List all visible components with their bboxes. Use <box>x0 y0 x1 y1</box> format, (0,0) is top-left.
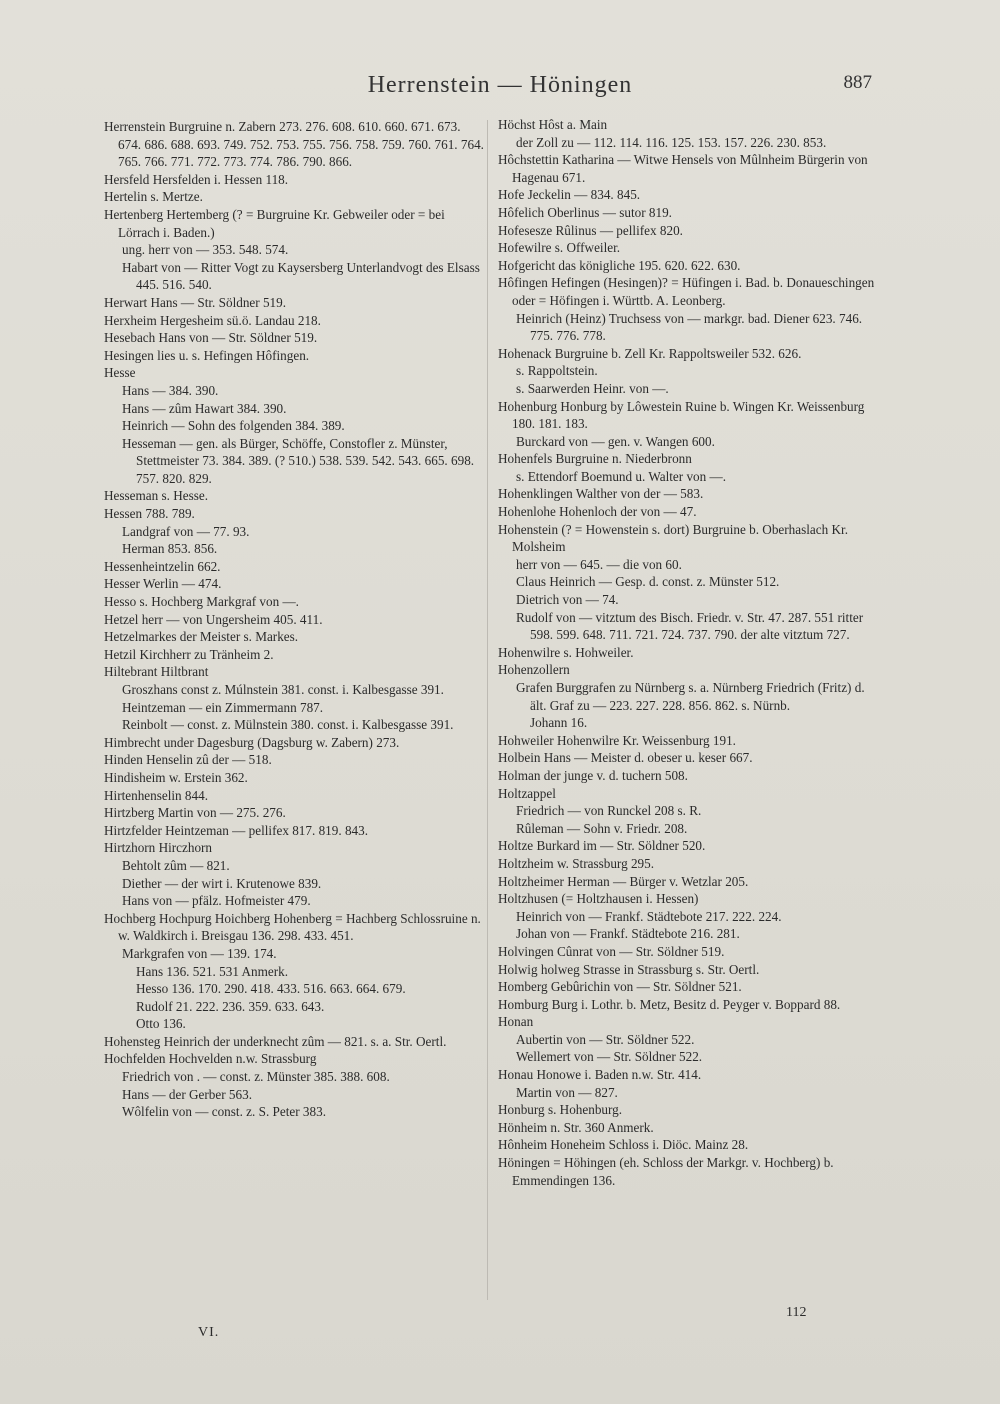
index-entry: Höningen = Höhingen (eh. Schloss der Markgr. v. Hochberg) b. Emmendingen 136. <box>498 1155 834 1188</box>
index-subentry: Friedrich von . — const. z. Münster 385. 388. 608. <box>122 1069 390 1085</box>
index-subentry: Hans 136. 521. 531 Anmerk. <box>136 963 289 979</box>
index-entry: Holtzhusen (= Holtzhausen i. Hessen) <box>498 891 699 907</box>
index-subentry: Hans — der Gerber 563. <box>122 1086 253 1102</box>
index-entry: Hofgericht das königliche 195. 620. 622. 630. <box>498 257 741 273</box>
index-entry: Honburg s. Hohenburg. <box>498 1102 623 1118</box>
index-subentry: Martin von — 827. <box>516 1084 618 1100</box>
index-subentry: Rudolf 21. 222. 236. 359. 633. 643. <box>136 998 325 1014</box>
index-subentry: Herman 853. 856. <box>122 541 218 557</box>
index-subentry: Johann 16. <box>530 715 588 731</box>
index-subentry: s. Ettendorf Boemund u. Walter von —. <box>516 468 727 484</box>
index-subentry: Landgraf von — 77. 93. <box>122 523 250 539</box>
index-subentry: Reinbolt — const. z. Mülnstein 380. const. i. Kalbesgasse 391. <box>122 717 454 733</box>
index-entry: Hôfelich Oberlinus — sutor 819. <box>498 204 672 220</box>
index-entry: Himbrecht under Dagesburg (Dagsburg w. Zabern) 273. <box>104 734 400 750</box>
index-entry: Hohensteg Heinrich der underknecht zûm — 821. s. a. Str. Oertl. <box>104 1033 447 1049</box>
index-entry: Hohenlohe Hohenloch der von — 47. <box>498 504 697 520</box>
index-entry: Hönheim n. Str. 360 Anmerk. <box>498 1119 654 1135</box>
index-entry: Hohenwilre s. Hohweiler. <box>498 644 634 660</box>
index-entry: Hertenberg Hertemberg (? = Burgruine Kr. Gebweiler oder = bei Lörrach i. Baden.) <box>104 206 445 240</box>
running-head-title: Herrenstein — Höningen <box>367 72 633 98</box>
index-subentry: Habart von — Ritter Vogt zu Kaysersberg Unterlandvogt des Elsass 445. 516. 540. <box>122 259 480 293</box>
index-entry: Holman der junge v. d. tuchern 508. <box>498 767 688 783</box>
index-entry: Hohweiler Hohenwilre Kr. Weissenburg 191. <box>498 732 736 748</box>
index-subentry: Hans — 384. 390. <box>122 382 219 398</box>
index-subentry: Hans — zûm Hawart 384. 390. <box>122 400 287 416</box>
index-subentry: Heinrich — Sohn des folgenden 384. 389. <box>122 418 345 434</box>
index-subentry: Heintzeman — ein Zimmermann 787. <box>122 699 324 715</box>
index-entry: Hohenstein (? = Howenstein s. dort) Burgruine b. Oberhaslach Kr. Molsheim <box>498 521 848 555</box>
index-entry: Holtzheim w. Strassburg 295. <box>498 855 655 871</box>
index-column-right <box>498 116 878 1189</box>
index-entry: Hofewilre s. Offweiler. <box>498 240 621 256</box>
index-entry: Hohenzollern <box>498 662 570 678</box>
index-subentry: herr von — 645. — die von 60. <box>516 556 682 572</box>
index-subentry: Wellemert von — Str. Söldner 522. <box>516 1049 703 1065</box>
index-entry: Hohenklingen Walther von der — 583. <box>498 486 704 502</box>
index-entry: Herxheim Hergesheim sü.ö. Landau 218. <box>104 312 321 328</box>
index-column-left <box>104 118 484 1121</box>
index-subentry: Johan von — Frankf. Städtebote 216. 281. <box>516 926 740 942</box>
index-entry: Holtzheimer Herman — Bürger v. Wetzlar 205. <box>498 873 749 889</box>
index-subentry: ung. herr von — 353. 548. 574. <box>122 242 289 258</box>
index-subentry: s. Saarwerden Heinr. von —. <box>516 380 669 396</box>
index-entry: Hessenheintzelin 662. <box>104 558 221 574</box>
index-entry: Hônheim Honeheim Schloss i. Diöc. Mainz 28. <box>498 1137 749 1153</box>
index-subentry: Otto 136. <box>136 1016 186 1032</box>
signature-mark: VI. <box>198 1325 220 1340</box>
index-entry: Hochberg Hochpurg Hoichberg Hohenberg = Hachberg Schlossruine n. w. Waldkirch i. Breisgau 136. 298. 433. 451. <box>104 910 481 944</box>
index-subentry: Claus Heinrich — Gesp. d. const. z. Münster 512. <box>516 574 780 590</box>
index-subentry: Hans von — pfälz. Hofmeister 479. <box>122 893 311 909</box>
index-entry: Hôchstettin Katharina — Witwe Hensels von Mûlnheim Bürgerin von Hagenau 671. <box>498 152 868 185</box>
sheet-number: 112 <box>786 1305 807 1320</box>
index-subentry: s. Rappoltstein. <box>516 363 598 379</box>
index-subentry: Rudolf von — vitztum des Bisch. Friedr. v. Str. 47. 287. 551 ritter 598. 599. 648. 711. 721. 724. 737. 790. der alte vitztum 727. <box>516 609 864 643</box>
index-entry: Hôfingen Hefingen (Hesingen)? = Hüfingen i. Bad. b. Donaueschingen oder = Höfingen i. Württb. A. Leonberg. <box>498 275 875 308</box>
index-entry: Honau Honowe i. Baden n.w. Str. 414. <box>498 1067 702 1083</box>
index-subentry: Grafen Burggrafen zu Nürnberg s. a. Nürnberg Friedrich (Fritz) d. ält. Graf zu — 223. 227. 228. 856. 862. s. Nürnb. <box>516 680 865 713</box>
index-entry: Hirtzhorn Hirczhorn <box>104 840 213 856</box>
index-entry: Hofesesze Rûlinus — pellifex 820. <box>498 222 683 238</box>
index-subentry: Rûleman — Sohn v. Friedr. 208. <box>516 820 688 836</box>
index-entry: Hesse <box>104 365 136 381</box>
index-entry: Holbein Hans — Meister d. obeser u. keser 667. <box>498 750 753 766</box>
index-entry: Holtze Burkard im — Str. Söldner 520. <box>498 838 706 854</box>
index-subentry: Behtolt zûm — 821. <box>122 857 230 873</box>
index-entry: Hetzil Kirchherr zu Tränheim 2. <box>104 646 274 662</box>
index-entry: Hofe Jeckelin — 834. 845. <box>498 187 641 203</box>
index-entry: Homberg Gebûrichin von — Str. Söldner 521. <box>498 979 742 995</box>
index-entry: Hohenfels Burgruine n. Niederbronn <box>498 451 692 467</box>
index-entry: Hinden Henselin zû der — 518. <box>104 752 272 768</box>
index-subentry: der Zoll zu — 112. 114. 116. 125. 153. 157. 226. 230. 853. <box>516 134 827 150</box>
index-entry: Hirtzberg Martin von — 275. 276. <box>104 805 286 821</box>
index-entry: Holwig holweg Strasse in Strassburg s. Str. Oertl. <box>498 961 760 977</box>
column-divider <box>487 120 488 1300</box>
index-entry: Hirtenhenselin 844. <box>104 787 209 803</box>
index-entry: Hohenburg Honburg by Lôwestein Ruine b. Wingen Kr. Weissenburg 180. 181. 183. <box>498 398 865 432</box>
index-subentry: Wôlfelin von — const. z. S. Peter 383. <box>122 1104 327 1120</box>
index-entry: Honan <box>498 1014 534 1030</box>
index-entry: Hesso s. Hochberg Markgraf von —. <box>104 594 299 610</box>
index-entry: Höchst Hôst a. Main <box>498 117 608 132</box>
index-entry: Hindisheim w. Erstein 362. <box>104 769 248 785</box>
index-entry: Hertelin s. Mertze. <box>104 189 203 205</box>
index-entry: Homburg Burg i. Lothr. b. Metz, Besitz d. Peyger v. Boppard 88. <box>498 996 841 1012</box>
index-subentry: Markgrafen von — 139. 174. <box>122 945 277 961</box>
index-subentry: Aubertin von — Str. Söldner 522. <box>516 1031 695 1047</box>
index-subentry: Groszhans const z. Múlnstein 381. const. i. Kalbesgasse 391. <box>122 682 444 697</box>
index-entry: Herrenstein Burgruine n. Zabern 273. 276. 608. 610. 660. 671. 673. 674. 686. 688. 693. 749. 752. 753. 755. 756. 758. 759. 760. 761. 764. 765. 766. 771. 772. 773. 774. 786. 790. 866. <box>104 119 484 170</box>
index-entry: Hohenack Burgruine b. Zell Kr. Rappoltsweiler 532. 626. <box>498 345 802 361</box>
index-entry: Hesingen lies u. s. Hefingen Hôfingen. <box>104 347 310 363</box>
index-entry: Hersfeld Hersfelden i. Hessen 118. <box>104 171 289 187</box>
index-subentry: Heinrich (Heinz) Truchsess von — markgr. bad. Diener 623. 746. 775. 776. 778. <box>516 310 863 344</box>
index-subentry: Hesso 136. 170. 290. 418. 433. 516. 663. 664. 679. <box>136 981 406 997</box>
index-entry: Hirtzfelder Heintzeman — pellifex 817. 819. 843. <box>104 822 369 838</box>
index-entry: Holtzappel <box>498 785 556 801</box>
index-entry: Hetzelmarkes der Meister s. Markes. <box>104 629 299 645</box>
index-subentry: Diether — der wirt i. Krutenowe 839. <box>122 875 322 891</box>
index-entry: Holvingen Cûnrat von — Str. Söldner 519. <box>498 943 725 959</box>
index-entry: Hiltebrant Hiltbrant <box>104 664 209 680</box>
index-subentry: Friedrich — von Runckel 208 s. R. <box>516 803 702 819</box>
index-entry: Herwart Hans — Str. Söldner 519. <box>104 294 287 310</box>
index-subentry: Dietrich von — 74. <box>516 592 619 608</box>
index-entry: Hetzel herr — von Ungersheim 405. 411. <box>104 611 323 627</box>
index-entry: Hessen 788. 789. <box>104 506 195 522</box>
index-subentry: Hesseman — gen. als Bürger, Schöffe, Constofler z. Münster, Stettmeister 73. 384. 389. (? 510.) 538. 539. 542. 543. 665. 698. 757. 820. 829. <box>122 435 475 486</box>
index-entry: Hesebach Hans von — Str. Söldner 519. <box>104 330 318 346</box>
index-subentry: Heinrich von — Frankf. Städtebote 217. 222. 224. <box>516 908 782 924</box>
index-entry: Hochfelden Hochvelden n.w. Strassburg <box>104 1051 317 1067</box>
index-subentry: Burckard von — gen. v. Wangen 600. <box>516 433 715 449</box>
index-entry: Hesseman s. Hesse. <box>104 488 209 504</box>
index-entry: Hesser Werlin — 474. <box>104 576 222 592</box>
page-number: 887 <box>843 72 872 93</box>
